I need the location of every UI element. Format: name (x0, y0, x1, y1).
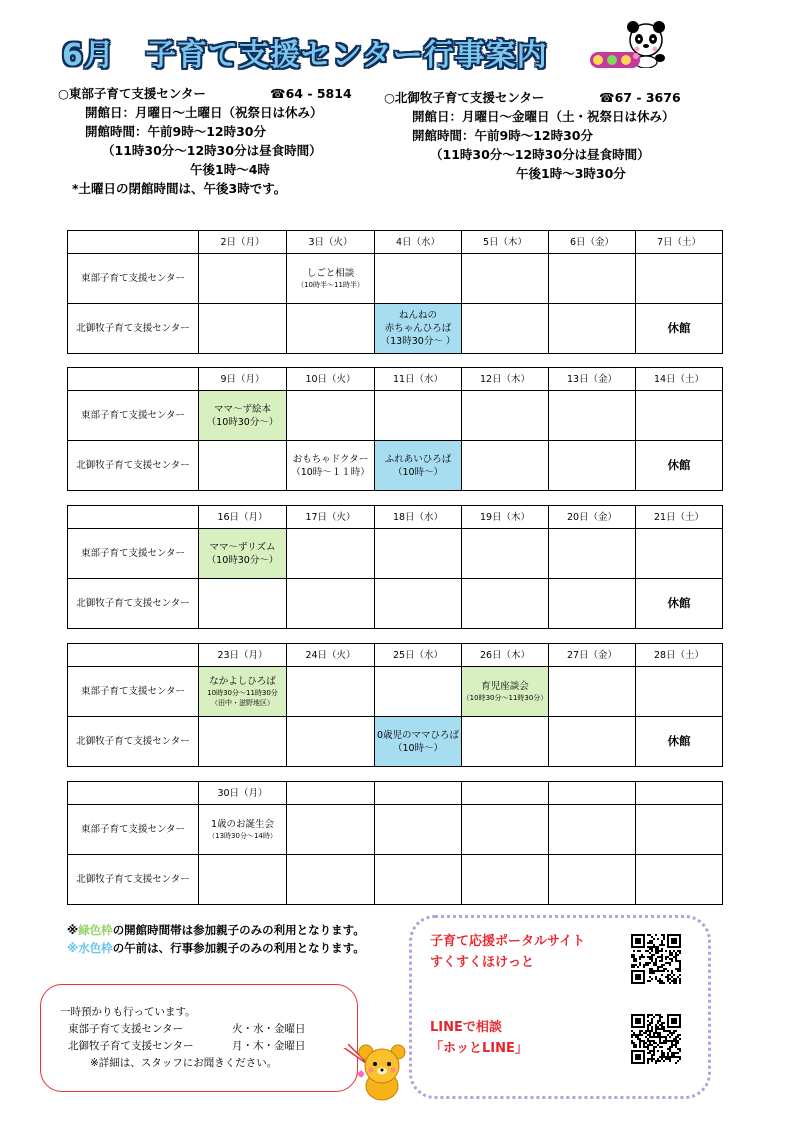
bubble-north-days: 月・木・金曜日 (232, 1040, 306, 1052)
day-header: 5日（木） (462, 231, 549, 254)
week-schedule-table (67, 643, 723, 767)
event-time: （13時30分～14時） (208, 832, 277, 840)
event-cell (375, 667, 462, 717)
day-header: 19日（木） (462, 506, 549, 529)
north-center-row (68, 441, 723, 491)
east-center-tel: ☎64 - 5814 (270, 86, 352, 101)
event-cell (636, 304, 723, 354)
event-cell (199, 304, 287, 354)
east-row-label: 東部子育て支援センター (68, 667, 199, 717)
north-center-row (68, 304, 723, 354)
north-center-info (384, 88, 724, 183)
east-row-label: 東部子育て支援センター (68, 391, 199, 441)
event-title: ねんねの (398, 310, 437, 321)
east-lunch-time: （11時30分～12時30分は昼食時間） (102, 143, 322, 158)
portal-site-line1: 子育て応援ポータルサイト (430, 934, 586, 949)
event-time: （10時～） (392, 466, 444, 478)
page-title: 6月 子育て支援センター行事案内 (62, 38, 548, 73)
event-cell (462, 717, 549, 767)
event-cell (549, 717, 636, 767)
event-cell (375, 441, 462, 491)
north-center-row (68, 579, 723, 629)
closed-label: 休館 (667, 458, 691, 472)
week-schedule-table (67, 230, 723, 354)
line-qr-code-icon[interactable] (631, 1014, 681, 1064)
day-header (549, 782, 636, 805)
event-time: （10時30分～） (206, 416, 279, 428)
week-header-row (68, 368, 723, 391)
north-center-tel: ☎67 - 3676 (599, 90, 681, 105)
event-cell (375, 579, 462, 629)
event-cell (549, 529, 636, 579)
closed-label: 休館 (667, 596, 691, 610)
header-blank-cell (68, 506, 199, 529)
event-cell (462, 855, 549, 905)
event-cell (462, 391, 549, 441)
event-cell (287, 529, 375, 579)
east-center-row (68, 529, 723, 579)
day-header: 21日（土） (636, 506, 723, 529)
bubble-text (60, 1004, 350, 1072)
east-row-label: 東部子育て支援センター (68, 529, 199, 579)
day-header: 7日（土） (636, 231, 723, 254)
event-cell (199, 441, 287, 491)
event-time: （10時～１１時） (291, 466, 370, 478)
event-cell (375, 304, 462, 354)
event-cell (636, 667, 723, 717)
event-cell (375, 391, 462, 441)
event-cell (375, 529, 462, 579)
day-header: 24日（火） (287, 644, 375, 667)
east-center-info (58, 84, 378, 198)
north-center-row (68, 855, 723, 905)
event-cell (287, 304, 375, 354)
bubble-east-days: 火・水・金曜日 (232, 1023, 306, 1035)
event-title: ふれあいひろば (384, 453, 452, 465)
event-time: （10時30分～11時30分） (462, 694, 548, 702)
line-consult-text (430, 1017, 528, 1059)
day-header: 25日（水） (375, 644, 462, 667)
day-header (287, 782, 375, 805)
event-cell (549, 304, 636, 354)
blue-frame-note (67, 940, 365, 956)
event-cell (287, 391, 375, 441)
event-title: しごと相談 (306, 268, 355, 279)
event-title: おもちゃドクター (292, 453, 369, 465)
day-header: 17日（火） (287, 506, 375, 529)
north-row-label: 北御牧子育て支援センター (68, 855, 199, 905)
line-consult-line1: LINEで相談 (430, 1020, 502, 1035)
week-schedule-table (67, 505, 723, 629)
day-header: 2日（月） (199, 231, 287, 254)
day-header (462, 782, 549, 805)
event-time: （10時～） (392, 742, 444, 754)
event-cell (636, 529, 723, 579)
event-cell (287, 855, 375, 905)
east-row-label: 東部子育て支援センター (68, 254, 199, 304)
event-cell (199, 391, 287, 441)
day-header: 4日（水） (375, 231, 462, 254)
day-header: 10日（火） (287, 368, 375, 391)
north-row-label: 北御牧子育て支援センター (68, 717, 199, 767)
north-open-days: 開館日：月曜日～金曜日（土・祝祭日は休み） (412, 109, 675, 124)
line-consult-line2: 「ホッとLINE」 (430, 1041, 528, 1056)
day-header: 13日（金） (549, 368, 636, 391)
day-header: 30日（月） (199, 782, 287, 805)
east-row-label: 東部子育て支援センター (68, 805, 199, 855)
east-center-row (68, 254, 723, 304)
north-pm-hours: 午後1時～3時30分 (516, 166, 626, 181)
event-cell (462, 441, 549, 491)
event-cell (549, 667, 636, 717)
event-cell (636, 579, 723, 629)
event-cell (199, 579, 287, 629)
blue-frame-text: の午前は、行事参加親子のみの利用となります。 (112, 941, 365, 955)
north-lunch-time: （11時30分～12時30分は昼食時間） (430, 147, 650, 162)
day-header: 26日（木） (462, 644, 549, 667)
portal-site-line2: すくすくほけっと (430, 955, 535, 970)
event-title: ママ～ず絵本 (213, 403, 271, 415)
event-cell (636, 254, 723, 304)
event-cell (549, 805, 636, 855)
north-open-hours: 開館時間：午前9時～12時30分 (412, 128, 593, 143)
event-cell (287, 805, 375, 855)
header-blank-cell (68, 231, 199, 254)
event-cell (549, 254, 636, 304)
east-center-row (68, 805, 723, 855)
north-row-label: 北御牧子育て支援センター (68, 579, 199, 629)
event-cell (549, 855, 636, 905)
event-cell (549, 579, 636, 629)
day-header: 23日（月） (199, 644, 287, 667)
event-cell (287, 441, 375, 491)
event-cell (375, 254, 462, 304)
north-center-name: ○北御牧子育て支援センター (384, 90, 545, 105)
day-header: 12日（木） (462, 368, 549, 391)
north-row-label: 北御牧子育て支援センター (68, 304, 199, 354)
event-cell (462, 304, 549, 354)
event-cell (199, 529, 287, 579)
header-blank-cell (68, 368, 199, 391)
bear-mascot-icon (352, 1040, 414, 1102)
note-mark: ※ (67, 923, 79, 937)
day-header: 11日（水） (375, 368, 462, 391)
green-frame-label: 緑色枠 (78, 923, 113, 937)
week-header-row (68, 506, 723, 529)
event-cell (636, 855, 723, 905)
day-header: 9日（月） (199, 368, 287, 391)
event-time: （10時30分～） (206, 554, 279, 566)
event-cell (199, 855, 287, 905)
event-cell (462, 667, 549, 717)
bubble-line-1: 一時預かりも行っています。 (60, 1006, 196, 1018)
event-cell (636, 391, 723, 441)
event-cell (375, 805, 462, 855)
east-center-row (68, 667, 723, 717)
flower-decoration-icon (588, 46, 642, 72)
day-header (375, 782, 462, 805)
bubble-north-name: 北御牧子育て支援センター (68, 1040, 194, 1052)
east-saturday-note: *土曜日の閉館時間は、午後3時です。 (72, 181, 287, 196)
event-cell (549, 441, 636, 491)
east-open-days: 開館日：月曜日～土曜日（祝祭日は休み） (85, 105, 323, 120)
day-header: 28日（土） (636, 644, 723, 667)
event-title: 0歳児のママひろば (376, 729, 460, 741)
event-cell (636, 717, 723, 767)
event-title: ママ～ずリズム (209, 541, 276, 553)
week-schedule-table (67, 367, 723, 491)
day-header: 14日（土） (636, 368, 723, 391)
note-mark: ※ (67, 941, 79, 955)
event-title: 育児座談会 (481, 681, 529, 692)
event-cell (375, 855, 462, 905)
event-cell (287, 667, 375, 717)
closed-label: 休館 (667, 321, 691, 335)
event-cell (199, 805, 287, 855)
header-blank-cell (68, 782, 199, 805)
north-center-row (68, 717, 723, 767)
bubble-line-4: ※詳細は、スタッフにお聞きください。 (90, 1057, 278, 1069)
day-header: 18日（水） (375, 506, 462, 529)
east-pm-hours: 午後1時～4時 (190, 162, 270, 177)
event-cell (199, 717, 287, 767)
week-header-row (68, 782, 723, 805)
day-header: 20日（金） (549, 506, 636, 529)
event-title-line2: 赤ちゃんひろば (384, 323, 452, 334)
east-open-hours: 開館時間：午前9時～12時30分 (85, 124, 266, 139)
north-row-label: 北御牧子育て支援センター (68, 441, 199, 491)
event-cell (636, 441, 723, 491)
event-area: （田中・滋野地区） (211, 699, 274, 707)
event-cell (287, 717, 375, 767)
day-header (636, 782, 723, 805)
east-center-row (68, 391, 723, 441)
closed-label: 休館 (667, 734, 691, 748)
event-cell (375, 717, 462, 767)
portal-site-text (430, 931, 585, 973)
week-header-row (68, 231, 723, 254)
day-header: 3日（火） (287, 231, 375, 254)
event-time: （10時半～11時半） (297, 281, 364, 289)
day-header: 27日（金） (549, 644, 636, 667)
bubble-east-name: 東部子育て支援センター (68, 1023, 184, 1035)
event-cell (549, 391, 636, 441)
event-cell (462, 254, 549, 304)
header-blank-cell (68, 644, 199, 667)
blue-frame-label: 水色枠 (78, 941, 113, 955)
green-frame-text: の開館時間帯は参加親子のみの利用となります。 (112, 923, 365, 937)
event-cell (199, 254, 287, 304)
day-header: 16日（月） (199, 506, 287, 529)
event-title: なかよしひろば (209, 676, 276, 687)
event-cell (287, 579, 375, 629)
week-schedule-table (67, 781, 723, 905)
green-frame-note (67, 922, 365, 938)
event-cell (462, 805, 549, 855)
event-title: 1歳のお誕生会 (210, 819, 275, 830)
event-cell (462, 579, 549, 629)
event-cell (287, 254, 375, 304)
event-time: （13時30分～ ） (380, 336, 456, 347)
east-center-name: ○東部子育て支援センター (58, 86, 206, 101)
event-time: 10時30分～11時30分 (207, 689, 278, 697)
event-cell (199, 667, 287, 717)
event-cell (636, 805, 723, 855)
day-header: 6日（金） (549, 231, 636, 254)
week-header-row (68, 644, 723, 667)
event-cell (462, 529, 549, 579)
portal-qr-code-icon[interactable] (631, 934, 681, 984)
